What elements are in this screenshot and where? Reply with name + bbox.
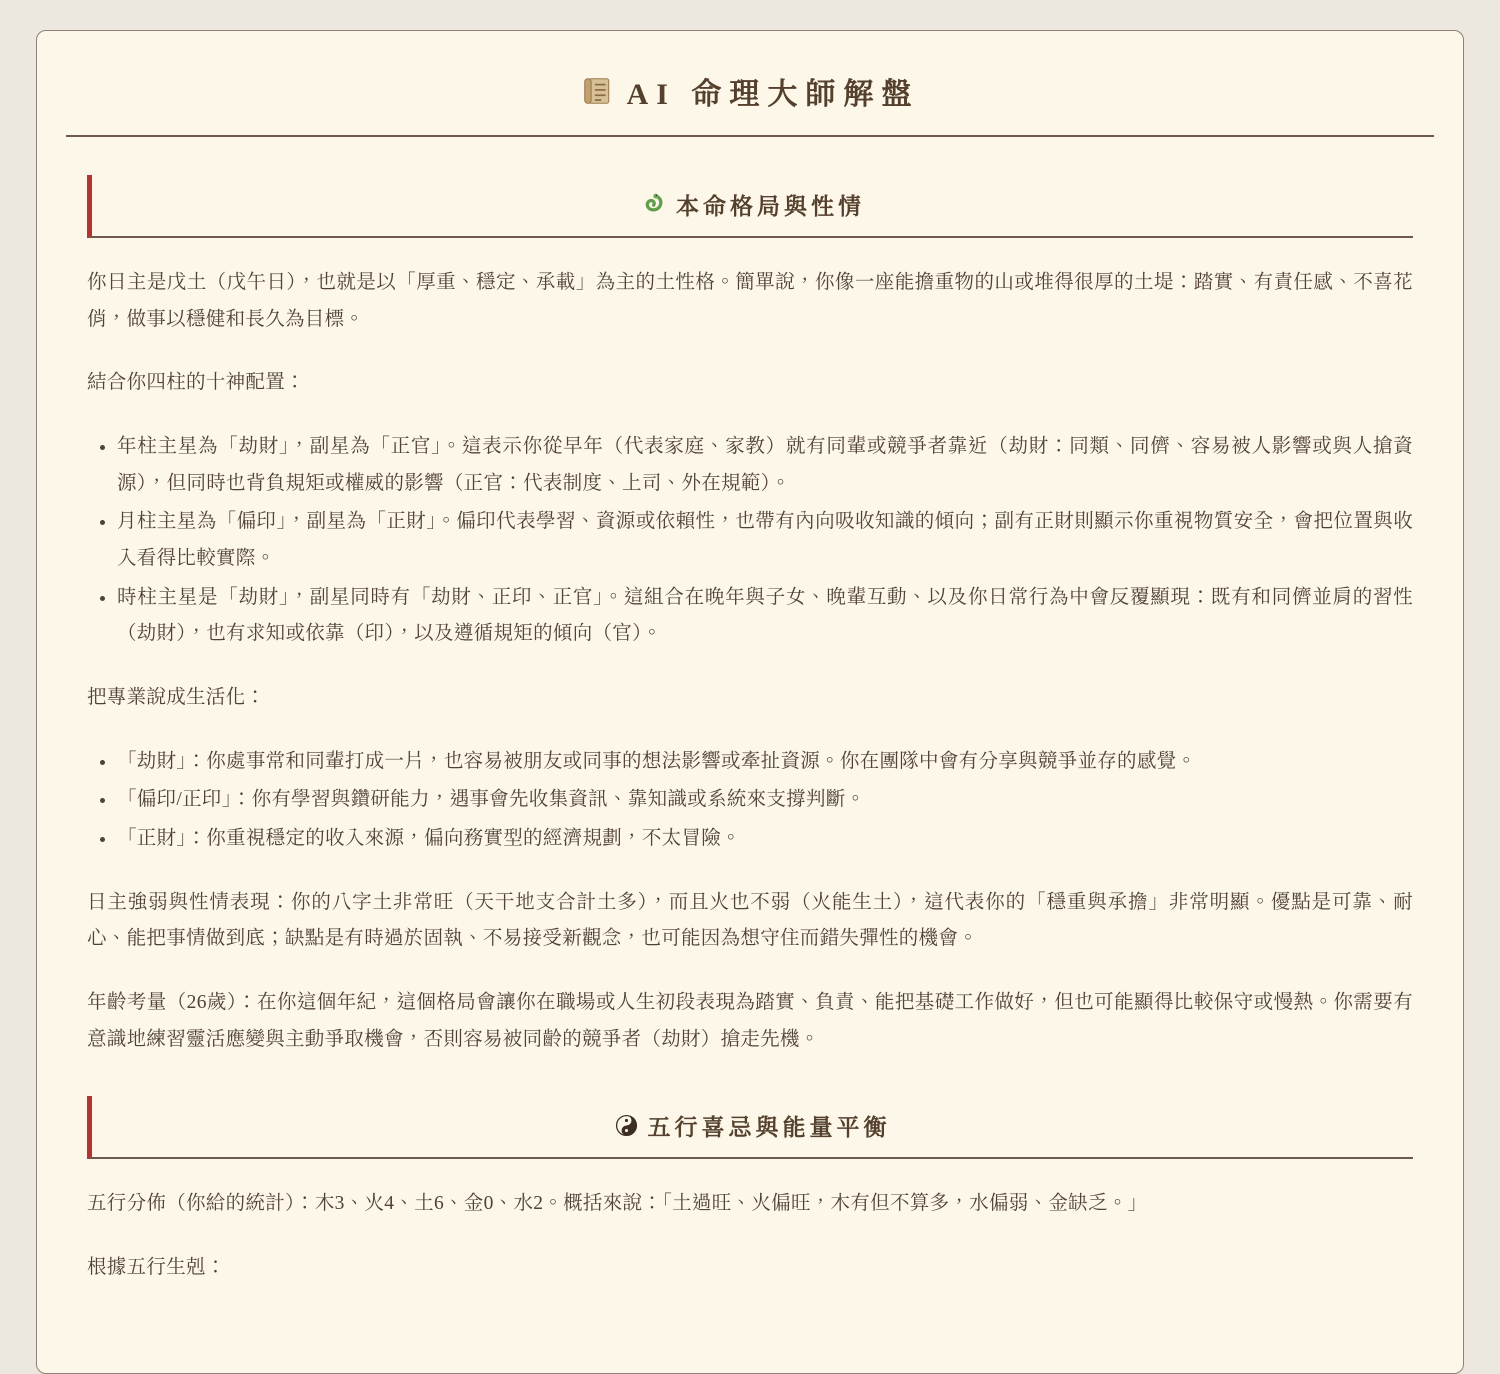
- plain-list-item-jiecai: • 「劫財」：你處事常和同輩打成一片，也容易被朋友或同事的想法影響或牽扯資源。你在團隊中會有分享與競爭並存的感覺。: [117, 744, 1413, 781]
- plain-language-list: [87, 744, 1413, 858]
- age-paragraph: 年齡考量（26歲）：在你這個年紀，這個格局會讓你在職場或人生初段表現為踏實、負責、能把基礎工作做好，但也可能顯得比較保守或慢熱。你需要有意識地練習靈活應變與主動爭取機會，否則容易被同齡的競爭者（劫財）搶走先機。: [87, 991, 1413, 1050]
- yinyang-icon: [615, 1114, 638, 1137]
- ten-gods-label: 結合你四柱的十神配置：: [87, 372, 305, 394]
- pillar-list-item-month: • 月柱主星為「偏印」，副星為「正財」。偏印代表學習、資源或依賴性，也帶有內向吸收知識的傾向；副有正財則顯示你重視物質安全，會把位置與收入看得比較實際。: [117, 504, 1413, 577]
- dragon-icon: [640, 192, 666, 218]
- plain-list-item-zhengcai: • 「正財」：你重視穩定的收入來源，偏向務實型的經濟規劃，不太冒險。: [117, 821, 1413, 858]
- section-personality-title: 本命格局與性情: [676, 194, 865, 219]
- strength-paragraph: 日主強弱與性情表現：你的八字土非常旺（天干地支合計土多），而且火也不弱（火能生土），這代表你的「穩重與承擔」非常明顯。優點是可靠、耐心、能把事情做到底；缺點是有時過於固執、不易接受新觀念，也可能因為想守住而錯失彈性的機會。: [87, 891, 1413, 950]
- element-distribution-paragraph: 五行分佈（你給的統計）：木3、火4、土6、金0、水2。概括來說：「土過旺、火偏旺，木有但不算多，水偏弱、金缺乏。」: [87, 1193, 1148, 1215]
- section-five-elements-title: 五行喜忌與能量平衡: [647, 1115, 891, 1141]
- scroll-icon: [581, 75, 613, 107]
- plain-language-label: 把專業說成生活化：: [87, 686, 266, 708]
- section-five-elements-header: [87, 1096, 1413, 1159]
- intro-paragraph: 你日主是戊土（戊午日），也就是以「厚重、穩定、承載」為主的土性格。簡單說，你像一座能擔重物的山或堆得很厚的土堤：踏實、有責任感、不喜花俏，做事以穩健和長久為目標。: [87, 272, 1413, 330]
- title-divider: [66, 135, 1434, 137]
- pillar-list-item-year: • 年柱主星為「劫財」，副星為「正官」。這表示你從早年（代表家庭、家教）就有同輩或競爭者靠近（劫財：同類、同儕、容易被人影響或與人搶資源），但同時也背負規矩或權威的影響（正官：代表制度、上司、外在規範）。: [117, 429, 1413, 502]
- pillar-list: [87, 429, 1413, 653]
- page-background: [0, 30, 1500, 1374]
- pillar-list-item-hour: • 時柱主星是「劫財」，副星同時有「劫財、正印、正官」。這組合在晚年與子女、晚輩互動、以及你日常行為中會反覆顯現：既有和同儕並肩的習性（劫財），也有求知或依靠（印），以及遵循規矩的傾向（官）。: [117, 580, 1413, 653]
- plain-list-item-pianyin: • 「偏印/正印」：你有學習與鑽研能力，遇事會先收集資訊、靠知識或系統來支撐判斷。: [117, 782, 1413, 819]
- section-personality-header: [87, 175, 1413, 238]
- page-title: [87, 69, 1413, 113]
- section-personality: [87, 175, 1413, 1058]
- report-card: [36, 30, 1464, 1374]
- section-five-elements: [87, 1096, 1413, 1286]
- page-title-text: AI 命理大師解盤: [626, 78, 920, 111]
- element-cycle-label: 根據五行生剋：: [87, 1256, 226, 1278]
